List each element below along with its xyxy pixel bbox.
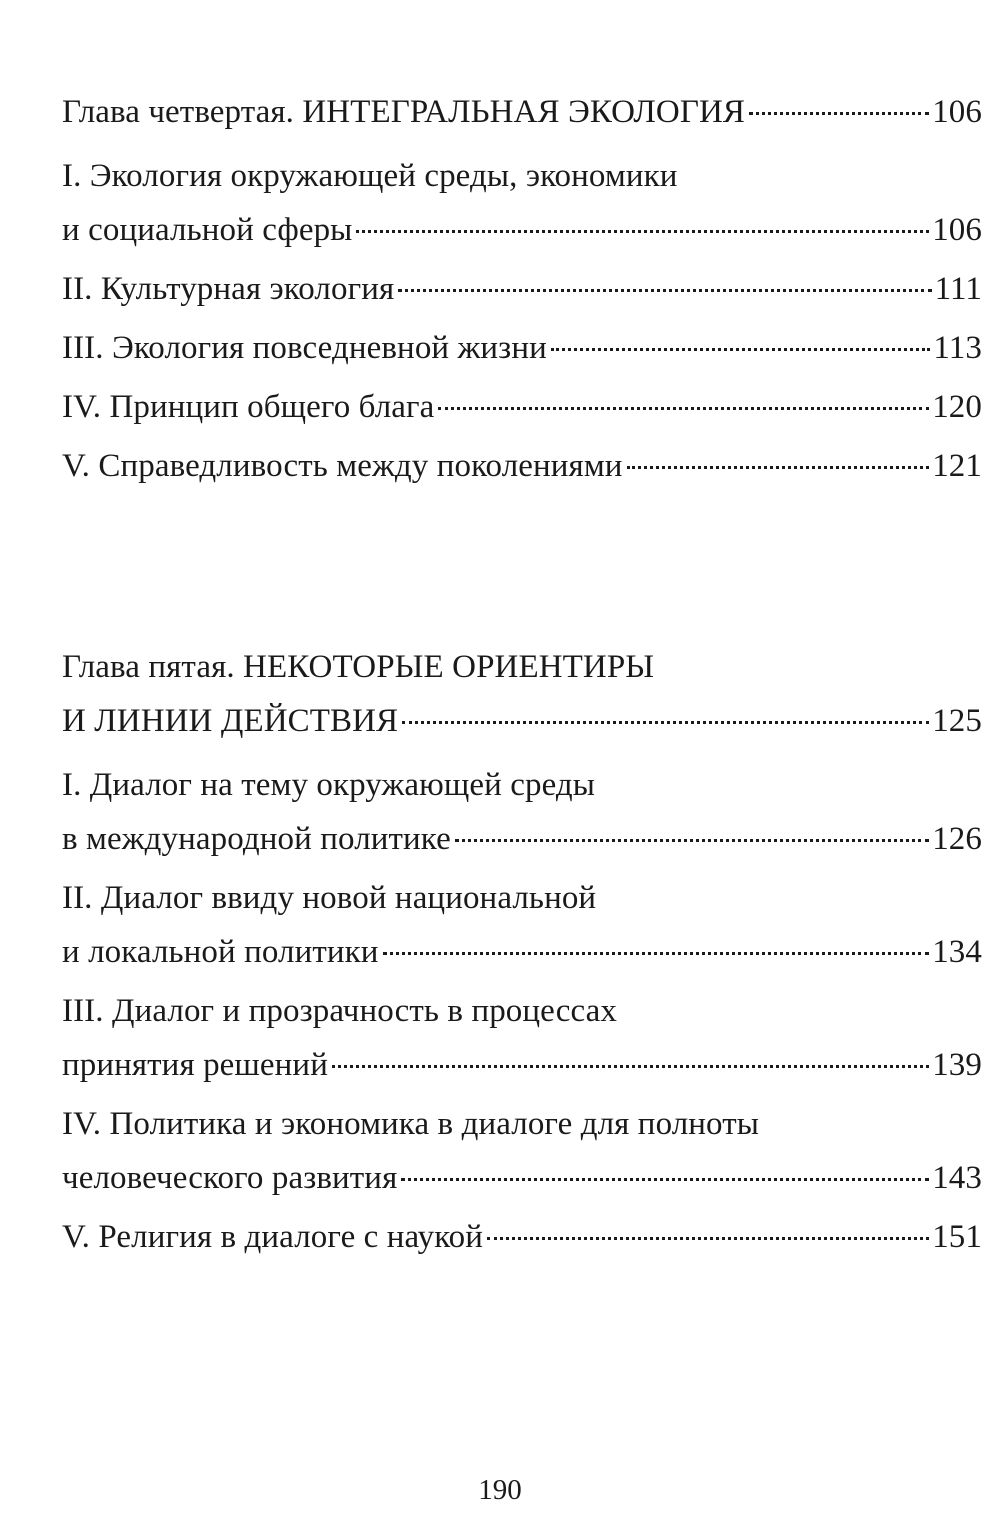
entry-title-line: II. Культурная экология [62,271,395,307]
entry-page-number: 113 [933,330,982,366]
toc-page [62,0,982,1529]
dot-leader [487,1237,929,1240]
entry-title-line: I. Диалог на тему окружающей среды [62,767,596,803]
entry-page-number: 106 [932,212,982,248]
entry-page-number: 134 [932,934,982,970]
entry-title-line: принятия решений [62,1047,328,1083]
chapter-4-heading [62,85,982,139]
toc-entry [62,1097,982,1205]
toc-chapter-4 [62,85,982,498]
entry-title-line: III. Диалог и прозрачность в процессах [62,993,617,1029]
entry-page-number: 121 [932,448,982,484]
toc-entry [62,380,982,434]
toc-entry [62,984,982,1092]
dot-leader [455,839,929,842]
entry-title-line: и локальной политики [62,934,379,970]
dot-leader [402,721,929,724]
entry-page-number: 143 [932,1160,982,1196]
chapter-title: Глава четвертая. ИНТЕГРАЛЬНАЯ ЭКОЛОГИЯ [62,94,746,130]
dot-leader [438,407,929,410]
dot-leader [401,1178,929,1181]
entry-title-line: в международной политике [62,821,451,857]
chapter-title-line: И ЛИНИИ ДЕЙСТВИЯ [62,703,399,739]
entry-page-number: 139 [932,1047,982,1083]
entry-title-line: V. Религия в диалоге с наукой [62,1219,484,1255]
dot-leader [332,1065,929,1068]
entry-title-line: III. Экология повседневной жизни [62,330,547,366]
entry-page-number: 151 [932,1219,982,1255]
toc-entry [62,149,982,257]
dot-leader [356,230,929,233]
entry-page-number: 126 [932,821,982,857]
dot-leader [627,466,930,469]
chapter-page-number: 125 [932,703,982,739]
toc-entry [62,871,982,979]
dot-leader [398,289,931,292]
toc-entry [62,321,982,375]
toc-entry [62,758,982,866]
entry-title-line: IV. Принцип общего блага [62,389,435,425]
page-number: 190 [478,1474,522,1506]
entry-title-line: IV. Политика и экономика в диалоге для полноты [62,1106,760,1142]
toc-entry [62,262,982,316]
chapter-title-line: Глава пятая. НЕКОТОРЫЕ ОРИЕНТИРЫ [62,649,655,685]
dot-leader [749,112,929,115]
toc-entry [62,439,982,493]
entry-title-line: V. Справедливость между поколениями [62,448,623,484]
entry-title-line: II. Диалог ввиду новой национальной [62,880,597,916]
entry-title-line: и социальной сферы [62,212,353,248]
entry-page-number: 111 [934,271,982,307]
dot-leader [383,952,930,955]
dot-leader [551,348,931,351]
entry-page-number: 120 [932,389,982,425]
chapter-5-heading [62,640,982,748]
entry-title-line: человеческого развития [62,1160,398,1196]
entry-title-line: I. Экология окружающей среды, экономики [62,158,678,194]
chapter-page-number: 106 [932,94,982,130]
toc-entry [62,1210,982,1264]
toc-chapter-5 [62,640,982,1269]
